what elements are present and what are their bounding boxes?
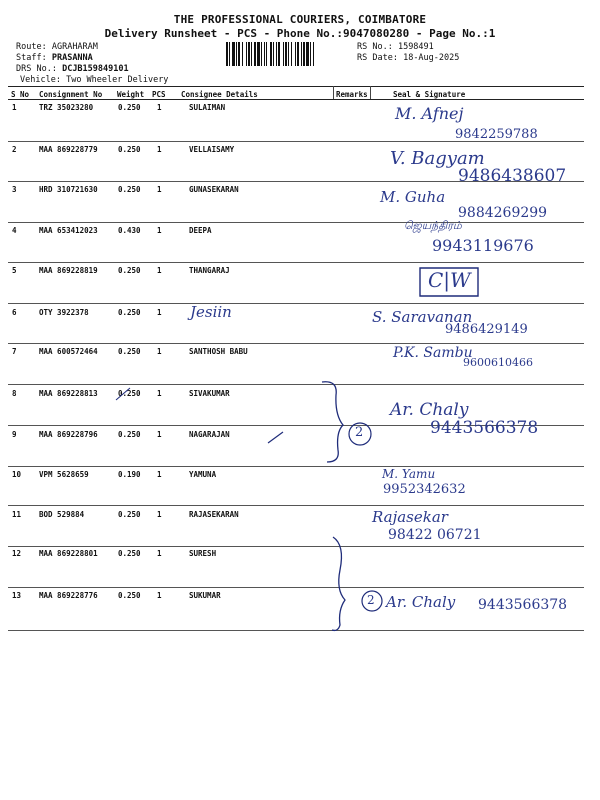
barcode-bar (276, 42, 277, 66)
barcode-bar (236, 42, 237, 66)
route-value: AGRAHARAM (51, 42, 98, 52)
row-consignment-no: HRD 310721630 (39, 185, 98, 194)
row-weight: 0.250 (118, 103, 141, 112)
tick-mark (268, 432, 283, 443)
row-consignment-no: MAA 869228779 (39, 145, 98, 154)
barcode-bar (242, 42, 243, 66)
col-header-sno: S No (11, 90, 30, 99)
row-pcs: 1 (157, 266, 162, 275)
row-signature: M. Afnej (395, 104, 464, 123)
row-consignment-no: MAA 869228819 (39, 266, 98, 275)
row-weight: 0.250 (118, 549, 141, 558)
rs-date-line (357, 53, 459, 63)
barcode-bar (303, 42, 305, 66)
row-weight: 0.250 (118, 266, 141, 275)
row-consignment-no: MAA 869228813 (39, 389, 98, 398)
row-pcs: 1 (157, 510, 162, 519)
barcode-bar (266, 42, 267, 66)
row-divider (8, 222, 584, 223)
barcode-bar (257, 42, 260, 66)
row-sno: 7 (12, 347, 17, 356)
row-consignee: NAGARAJAN (189, 430, 230, 439)
row-divider (8, 466, 584, 467)
row-sno: 8 (12, 389, 17, 398)
row-pcs: 1 (157, 430, 162, 439)
row-consignment-no: MAA 869228796 (39, 430, 98, 439)
barcode-bar (306, 42, 309, 66)
row-consignee: SULAIMAN (189, 103, 226, 112)
barcode-bar (238, 42, 240, 66)
row-consignee: SANTHOSH BABU (189, 347, 248, 356)
row-sno: 6 (12, 308, 17, 317)
rs-date-value: 18-Aug-2025 (403, 53, 460, 63)
row-consignee: SUKUMAR (189, 591, 221, 600)
row-divider (8, 546, 584, 547)
row-signature: Ar. Chaly (386, 593, 456, 611)
vehicle-label: Vehicle: (20, 75, 61, 85)
drs-line (16, 64, 129, 74)
row-signature-phone: 9952342632 (383, 482, 466, 497)
row-signature: Rajasekar (372, 508, 448, 526)
barcode-bar (246, 42, 247, 66)
bracket-mark (322, 382, 343, 462)
row-weight: 0.250 (118, 185, 141, 194)
row-consignment-no: MAA 869228776 (39, 591, 98, 600)
row-consignee: SIVAKUMAR (189, 389, 230, 398)
rs-no-line (357, 42, 434, 52)
barcode-bar (291, 42, 292, 66)
table-top-rule (8, 86, 584, 87)
barcode-bar (254, 42, 256, 66)
row-consignee-handwritten: Jesiin (190, 303, 232, 321)
row-consignment-no: MAA 869228801 (39, 549, 98, 558)
circled-number: 2 (367, 593, 375, 607)
row-sno: 13 (12, 591, 22, 600)
rs-no-value: 1598491 (397, 42, 434, 52)
barcode-bar (273, 42, 274, 66)
row-signature-phone: 9842259788 (455, 127, 538, 142)
row-divider (8, 384, 584, 385)
col-divider-seal (370, 86, 371, 99)
row-consignee: YAMUNA (189, 470, 217, 479)
row-signature-phone: 9600610466 (463, 356, 533, 369)
row-consignee: VELLAISAMY (189, 145, 235, 154)
drs-value: DCJB159849101 (62, 64, 129, 74)
table-header-rule (8, 99, 584, 100)
staff-value: PRASANNA (51, 53, 93, 63)
row-pcs: 1 (157, 226, 162, 235)
row-sno: 5 (12, 266, 17, 275)
row-signature: ஜெயந்திரம் (404, 219, 462, 232)
barcode-bar (301, 42, 302, 66)
row-divider (8, 303, 584, 304)
row-consignee: DEEPA (189, 226, 212, 235)
row-weight: 0.190 (118, 470, 141, 479)
bracket-mark (332, 537, 345, 630)
row-sno: 12 (12, 549, 22, 558)
row-pcs: 1 (157, 145, 162, 154)
barcode-bar (248, 42, 250, 66)
row-consignment-no: MAA 653412023 (39, 226, 98, 235)
row-weight: 0.250 (118, 591, 141, 600)
vehicle-value: Two Wheeler Delivery (66, 75, 169, 85)
row-sno: 1 (12, 103, 17, 112)
col-header-pcs: PCS (152, 90, 166, 99)
row-sno: 10 (12, 470, 22, 479)
row-sno: 3 (12, 185, 17, 194)
row-consignment-no: TRZ 35023280 (39, 103, 94, 112)
row-divider (8, 181, 584, 182)
row-pcs: 1 (157, 185, 162, 194)
row-divider (8, 505, 584, 506)
row-sno: 4 (12, 226, 17, 235)
row-weight: 0.430 (118, 226, 141, 235)
drs-label: DRS No.: (16, 64, 57, 74)
row-signature-phone: 9486429149 (445, 322, 528, 337)
col-divider-remarks (333, 86, 334, 99)
col-header-remarks: Remarks (336, 90, 368, 99)
barcode-bar (313, 42, 314, 66)
row-weight: 0.250 (118, 430, 141, 439)
barcode-bar (232, 42, 235, 66)
barcode-bar (270, 42, 272, 66)
row-pcs: 1 (157, 389, 162, 398)
row-consignment-no: BOD 529884 (39, 510, 85, 519)
row-divider (8, 262, 584, 263)
row-sno: 11 (12, 510, 22, 519)
row-signature-phone: 9443566378 (478, 597, 568, 613)
row-consignee: THANGARAJ (189, 266, 230, 275)
row-weight: 0.250 (118, 145, 141, 154)
barcode-bar (288, 42, 289, 66)
barcode-bar (251, 42, 252, 66)
staff-line (16, 53, 93, 63)
row-signature-phone: 9443566378 (430, 418, 539, 438)
row-pcs: 1 (157, 103, 162, 112)
row-divider (8, 141, 584, 142)
row-signature: C|W (428, 268, 471, 292)
barcode-bar (229, 42, 230, 66)
row-signature: Ar. Chaly (390, 400, 469, 420)
row-pcs: 1 (157, 308, 162, 317)
col-header-seal: Seal & Signature (393, 90, 466, 99)
row-signature: P.K. Sambu (393, 345, 473, 361)
rs-date-label: RS Date: (357, 53, 398, 63)
vehicle-line (20, 75, 168, 85)
barcode-bar (297, 42, 299, 66)
row-signature-phone: 98422 06721 (388, 527, 482, 543)
row-divider (8, 630, 584, 631)
row-consignment-no: VPM 5628659 (39, 470, 89, 479)
row-divider (8, 343, 584, 344)
route-line (16, 42, 98, 52)
row-signature: M. Yamu (382, 467, 436, 481)
row-signature-phone: 9884269299 (458, 205, 548, 221)
col-header-weight: Weight (117, 90, 145, 99)
circled-number: 2 (355, 425, 364, 440)
barcode-bar (278, 42, 280, 66)
row-consignee: GUNASEKARAN (189, 185, 239, 194)
row-consignment-no: OTY 3922378 (39, 308, 89, 317)
row-weight: 0.250 (118, 308, 141, 317)
rs-no-label: RS No.: (357, 42, 393, 52)
col-header-consignment: Consignment No (39, 90, 103, 99)
row-weight: 0.250 (118, 389, 141, 398)
barcode-bar (285, 42, 287, 66)
route-label: Route: (16, 42, 47, 52)
runsheet-subtitle: Delivery Runsheet - PCS - Phone No.:9047080280 - Page No.:1 (104, 27, 496, 40)
row-weight: 0.250 (118, 347, 141, 356)
row-signature: M. Guha (380, 188, 446, 206)
row-pcs: 1 (157, 347, 162, 356)
row-weight: 0.250 (118, 510, 141, 519)
row-signature-phone: 9943119676 (432, 236, 534, 255)
row-signature: V. Bagyam (390, 148, 485, 169)
row-consignee: SURESH (189, 549, 217, 558)
barcode-bar (283, 42, 284, 66)
row-consignee: RAJASEKARAN (189, 510, 239, 519)
barcode-bar (226, 42, 228, 66)
row-sno: 2 (12, 145, 17, 154)
row-sno: 9 (12, 430, 17, 439)
row-consignment-no: MAA 600572464 (39, 347, 98, 356)
row-signature-phone: 9486438607 (458, 166, 567, 186)
barcode-image (226, 42, 352, 66)
barcode-bar (264, 42, 265, 66)
barcode-bar (295, 42, 296, 66)
barcode-bar (310, 42, 311, 66)
row-divider (8, 587, 584, 588)
col-header-consignee: Consignee Details (181, 90, 258, 99)
company-title: THE PROFESSIONAL COURIERS, COIMBATORE (173, 13, 427, 26)
staff-label: Staff: (16, 53, 47, 63)
row-signature: S. Saravanan (372, 308, 473, 326)
row-pcs: 1 (157, 470, 162, 479)
row-pcs: 1 (157, 591, 162, 600)
row-pcs: 1 (157, 549, 162, 558)
barcode-bar (261, 42, 262, 66)
